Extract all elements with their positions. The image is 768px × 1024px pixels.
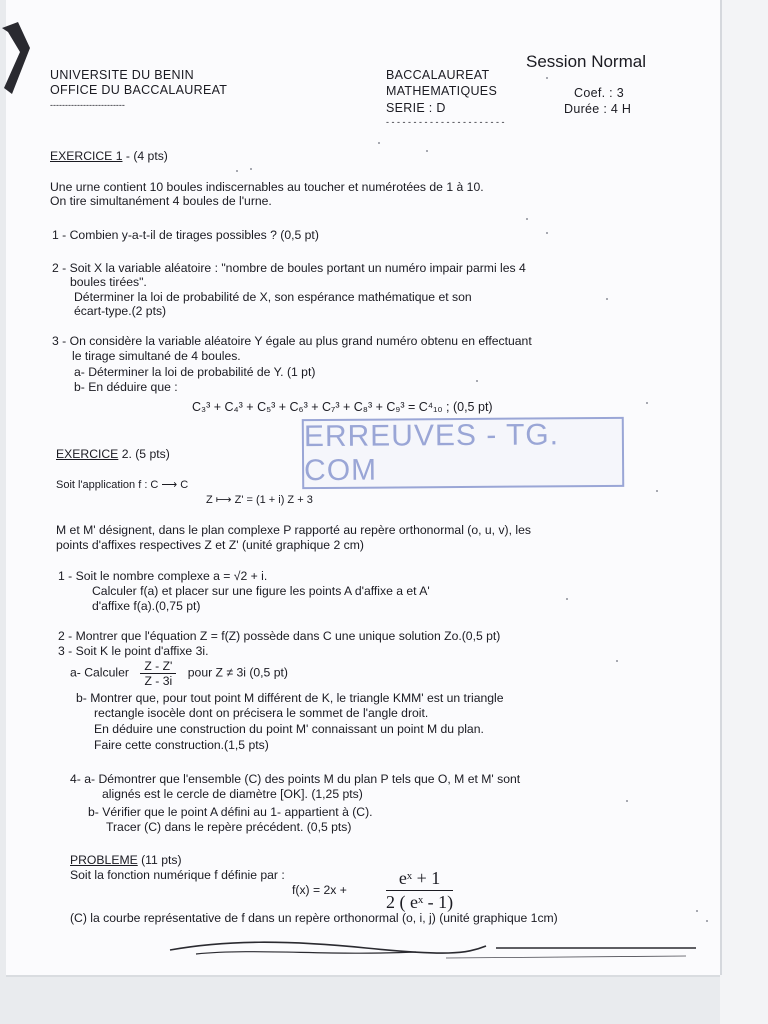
subject-name: MATHEMATIQUES [386, 84, 498, 98]
ex1-question-3c: a- Déterminer la loi de probabilité de Y. (1 pt) [74, 365, 316, 379]
ex2-plane-1: M et M' désignent, dans le plan complexe P rapporté au repère orthonormal (o, u, v), les [56, 523, 531, 537]
ex2-application-1: Soit l'application f : C ⟶ C [56, 479, 189, 491]
ex1-question-2d: écart-type.(2 pts) [74, 304, 167, 318]
ex2-question-3b-2: rectangle isocèle dont on précisera le sommet de l'angle droit. [94, 706, 429, 720]
ex2-question-1a: 1 - Soit le nombre complexe a = √2 + i. [58, 569, 268, 583]
ex2-question-3a-suffix: pour Z ≠ 3i (0,5 pt) [187, 665, 288, 680]
office-name: OFFICE DU BACCALAUREAT [50, 83, 228, 97]
problem-fx-prefix: f(x) = 2x + [292, 883, 347, 897]
ratio-denominator: Z - 3i [144, 674, 173, 688]
duration-label: Durée : 4 H [564, 102, 632, 116]
ex2-question-3a-prefix: a- Calculer [70, 665, 129, 680]
ratio-numerator: Z - Z' [140, 659, 176, 674]
ex1-question-3a: 3 - On considère la variable aléatoire Y égale au plus grand numéro obtenu en effectuant [52, 334, 532, 348]
ex1-question-2c: Déterminer la loi de probabilité de X, son espérance mathématique et son [74, 290, 472, 304]
problem-fraction-denominator: 2 ( eˣ - 1) [386, 892, 454, 912]
ex2-application-2: Z ⟼ Z' = (1 + i) Z + 3 [206, 494, 313, 506]
ex2-question-2: 2 - Montrer que l'équation Z = f(Z) possède dans C une unique solution Zo.(0,5 pt) [58, 629, 501, 643]
ex1-question-3b: le tirage simultané de 4 boules. [72, 349, 241, 363]
ex2-question-3b-1: b- Montrer que, pour tout point M différent de K, le triangle KMM' est un triangle [76, 691, 504, 705]
exam-name: BACCALAUREAT [386, 68, 490, 82]
ex1-title: EXERCICE 1 [50, 149, 123, 163]
session-label: Session Normal [526, 52, 646, 71]
signature-scribble-icon [166, 936, 706, 962]
coef-label: Coef. : 3 [574, 86, 624, 100]
scanner-margin [720, 0, 768, 1024]
ex1-question-3d: b- En déduire que : [74, 380, 178, 394]
ex1-question-2a: 2 - Soit X la variable aléatoire : "nombre de boules portant un numéro impair parmi les 4 [52, 261, 526, 275]
ex2-plane-2: points d'affixes respectives Z et Z' (unité graphique 2 cm) [56, 538, 364, 552]
ex1-points: - (4 pts) [122, 149, 168, 163]
corner-mark-icon [0, 18, 40, 98]
ex2-question-4b-1: b- Vérifier que le point A défini au 1- appartient à (C). [88, 805, 373, 819]
ex2-question-3a [70, 659, 288, 688]
ex1-intro-1: Une urne contient 10 boules indiscernables au toucher et numérotées de 1 à 10. [50, 180, 484, 194]
ex2-title: EXERCICE [56, 447, 119, 461]
ratio-fraction [140, 659, 176, 688]
problem-points: (11 pts) [137, 853, 182, 867]
problem-fraction-numerator: eˣ + 1 [386, 868, 453, 891]
ex1-intro-2: On tire simultanément 4 boules de l'urne. [50, 194, 272, 208]
ex1-question-2b: boules tirées". [70, 275, 147, 289]
ex1-heading [50, 149, 168, 163]
ex2-question-1c: d'affixe f(a).(0,75 pt) [92, 599, 201, 613]
ex2-question-4b-2: Tracer (C) dans le repère précédent. (0,5 pts) [106, 820, 352, 834]
problem-title: PROBLEME [70, 853, 138, 867]
header-right-rule: - - - - - - - - - - - - - - - - - - - - - - [386, 117, 505, 127]
ex1-formula: C₃³ + C₄³ + C₅³ + C₆³ + C₇³ + C₈³ + C₉³ = C⁴₁₀ ; (0,5 pt) [192, 400, 493, 414]
problem-curve-line: (C) la courbe représentative de f dans un repère orthonormal (o, i, j) (unité graphique 1cm) [70, 911, 558, 925]
ex2-heading [56, 447, 170, 461]
ex2-question-3b-4: Faire cette construction.(1,5 pts) [94, 738, 269, 752]
ex2-question-3: 3 - Soit K le point d'affixe 3i. [58, 644, 209, 658]
ex2-points: 2. (5 pts) [118, 447, 170, 461]
header-left-rule: ------------------------- [50, 100, 125, 110]
ex2-question-4a-1: 4- a- Démontrer que l'ensemble (C) des points M du plan P tels que O, M et M' sont [70, 772, 521, 786]
ex2-question-4a-2: alignés est le cercle de diamètre [OK]. (1,25 pts) [102, 787, 363, 801]
exam-sheet [6, 0, 720, 975]
problem-definition: Soit la fonction numérique f définie par : [70, 868, 285, 882]
ex2-question-1b: Calculer f(a) et placer sur une figure les points A d'affixe a et A' [92, 584, 430, 598]
ex1-question-1: 1 - Combien y-a-t-il de tirages possibles ? (0,5 pt) [52, 228, 319, 242]
watermark-stamp: ERREUVES - TG. COM [302, 417, 624, 489]
problem-heading [70, 853, 182, 867]
ex2-question-3b-3: En déduire une construction du point M' connaissant un point M du plan. [94, 722, 484, 736]
university-name: UNIVERSITE DU BENIN [50, 68, 194, 82]
problem-fraction [386, 868, 453, 913]
serie-label: SERIE : D [386, 101, 446, 115]
